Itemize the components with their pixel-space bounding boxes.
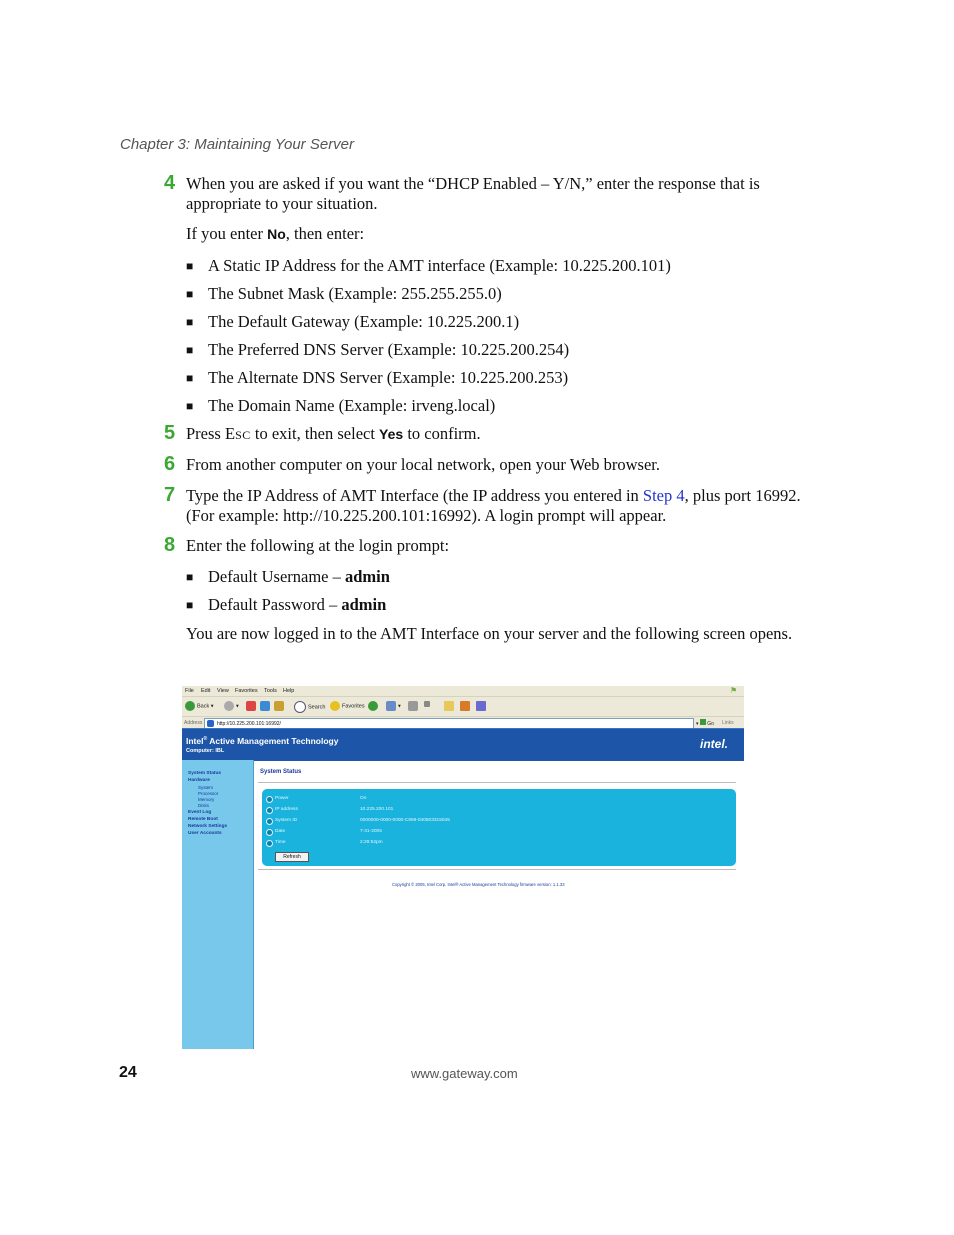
intel-logo: intel. [699, 737, 728, 751]
banner-title-pre: Intel [186, 736, 204, 746]
menu-edit[interactable]: Edit [201, 688, 211, 694]
divider-top [258, 782, 736, 783]
status-label: Date [275, 829, 286, 834]
step-7-pre: Type the IP Address of AMT Interface (the IP address you entered in [186, 486, 643, 505]
edit-icon [424, 701, 430, 707]
forward-button[interactable]: ▾ [224, 701, 239, 713]
edit-button[interactable] [424, 701, 432, 713]
status-label: System ID [275, 818, 298, 823]
nav-hardware-disks[interactable]: Disks [198, 803, 209, 808]
favorites-label: Favorites [342, 703, 365, 710]
status-row-power [266, 795, 726, 804]
browser-menubar [182, 686, 744, 696]
star-icon [330, 701, 340, 711]
bullet-preferred-dns [186, 340, 569, 360]
favorites-button[interactable] [330, 701, 365, 713]
refresh-browser-button[interactable] [260, 701, 272, 713]
amt-banner [182, 728, 744, 761]
bullet-alternate-dns [186, 368, 568, 388]
closing-text: You are now logged in to the AMT Interface on your server and the following screen opens. [186, 624, 793, 643]
no-option: No [267, 226, 286, 242]
status-value: 7-31-2005 [360, 829, 382, 834]
refresh-icon [260, 701, 270, 711]
stop-button[interactable] [246, 701, 258, 713]
bullet-text: The Default Gateway (Example: 10.225.200.1) [208, 312, 520, 331]
nav-hardware-memory[interactable]: Memory [198, 797, 215, 802]
messenger-icon [460, 701, 470, 711]
status-panel [262, 789, 736, 866]
bullet-square-icon: ■ [186, 570, 194, 584]
media-icon [368, 701, 378, 711]
status-dot-icon [266, 818, 273, 825]
status-label: Time [275, 840, 286, 845]
back-button[interactable]: Back ▾ [185, 701, 214, 713]
step-7-number: 7 [164, 484, 176, 506]
media-button[interactable] [368, 701, 380, 713]
step-5-mid: to exit, then select [250, 424, 380, 443]
nav-hardware-system[interactable]: System [198, 785, 214, 790]
step-7-text [186, 486, 806, 525]
copyright-text: Copyright © 2005, Intel Corp. Intel® Active Management Technology firmware version: 1.1.33 [392, 882, 565, 887]
forward-arrow-icon [224, 701, 234, 711]
links-button[interactable]: Links [722, 720, 734, 726]
home-button[interactable] [274, 701, 286, 713]
bullet-text: A Static IP Address for the AMT interface (Example: 10.225.200.101) [208, 256, 671, 275]
bullet-square-icon: ■ [186, 343, 194, 357]
step-5-post: to confirm. [403, 424, 481, 443]
search-label: Search [308, 704, 326, 711]
banner-title [186, 736, 338, 746]
nav-remote-boot[interactable]: Remote Boot [188, 817, 218, 822]
bullet-label: Default Username – [208, 567, 345, 586]
amt-left-nav [182, 760, 254, 1049]
bullet-value: admin [345, 567, 390, 586]
mail-icon [386, 701, 396, 711]
bullet-square-icon: ■ [186, 259, 194, 273]
search-icon [294, 701, 306, 713]
status-value: 10.225.200.101 [360, 807, 394, 812]
bullet-label: Default Password – [208, 595, 342, 614]
discuss-button[interactable] [476, 701, 488, 713]
menu-file[interactable]: File [185, 688, 194, 694]
nav-hardware-processor[interactable]: Processor [198, 791, 219, 796]
menu-help[interactable]: Help [283, 688, 295, 694]
bullet-static-ip [186, 256, 671, 276]
bullet-subnet-mask [186, 284, 502, 304]
step-8-number: 8 [164, 534, 176, 556]
status-row-time [266, 839, 726, 848]
step-7-post: , plus port 16992. (For example: http://10.225.200.101:16992). A login prompt will appear. [186, 486, 801, 525]
step-5-text [186, 424, 806, 446]
step-5-number: 5 [164, 422, 176, 444]
step-4-link[interactable]: Step 4 [642, 486, 685, 505]
bullet-square-icon: ■ [186, 371, 194, 385]
step-5-pre: Press [186, 424, 225, 443]
bullet-text: The Alternate DNS Server (Example: 10.225.200.253) [208, 368, 569, 387]
banner-title-reg: ® [203, 736, 208, 743]
esc-key-first: E [224, 424, 236, 443]
nav-hardware[interactable]: Hardware [188, 778, 210, 783]
status-dot-icon [266, 840, 273, 847]
bullet-square-icon: ■ [186, 287, 194, 301]
folder-button[interactable] [444, 701, 456, 713]
page-icon [207, 720, 214, 727]
status-value: 0000000-0000-0000-C959-040503315045 [360, 818, 450, 823]
folder-icon [444, 701, 454, 711]
yes-option: Yes [379, 426, 404, 442]
step-4-text: When you are asked if you want the “DHCP Enabled – Y/N,” enter the response that is appropriate to your situation. [186, 174, 760, 213]
browser-toolbar [182, 696, 744, 717]
search-button[interactable] [294, 701, 325, 713]
windows-flag-icon: ⚑ [730, 686, 738, 695]
nav-system-status[interactable]: System Status [188, 771, 222, 776]
back-label: Back [197, 703, 210, 710]
status-row-ip [266, 806, 726, 815]
running-head: Chapter 3: Maintaining Your Server [120, 136, 355, 153]
menu-favorites[interactable]: Favorites [235, 688, 258, 694]
back-arrow-icon [185, 701, 195, 711]
bullet-value: admin [341, 595, 387, 614]
status-label: IP address [275, 807, 298, 812]
step-6-number: 6 [164, 453, 176, 475]
go-arrow-icon [700, 719, 706, 725]
nav-user-accounts[interactable]: User Accounts [188, 831, 222, 836]
status-dot-icon [266, 807, 273, 814]
print-icon [408, 701, 418, 711]
esc-key-rest: SC [235, 428, 251, 442]
status-value: 2:29:52pm [360, 840, 383, 845]
bullet-text: The Domain Name (Example: irveng.local) [208, 396, 496, 415]
go-label: Go [707, 721, 714, 727]
page-number: 24 [119, 1064, 137, 1081]
messenger-button[interactable] [460, 701, 472, 713]
sub-pre: If you enter [186, 224, 268, 243]
address-url: http://10.225.200.101:16992/ [217, 720, 281, 727]
status-dot-icon [266, 796, 273, 803]
bullet-square-icon: ■ [186, 598, 194, 612]
menu-tools[interactable]: Tools [264, 688, 277, 694]
bullet-text: The Subnet Mask (Example: 255.255.255.0) [208, 284, 502, 303]
address-label: Address [184, 720, 203, 726]
go-button[interactable]: ▾ Go [696, 721, 714, 727]
content-title: System Status [260, 769, 302, 775]
nav-network-settings[interactable]: Network Settings [188, 824, 228, 829]
footer-url: www.gateway.com [411, 1066, 518, 1081]
bullet-default-gateway [186, 312, 519, 332]
computer-name: Computer: IBL [186, 748, 225, 754]
bullet-square-icon: ■ [186, 399, 194, 413]
refresh-button[interactable]: Refresh [275, 852, 309, 862]
sub-post: , then enter: [285, 224, 365, 243]
bullet-default-password [186, 595, 386, 615]
bullet-domain-name [186, 396, 495, 416]
mail-button[interactable]: ▾ [386, 701, 401, 713]
stop-icon [246, 701, 256, 711]
bullet-square-icon: ■ [186, 315, 194, 329]
status-dot-icon [266, 829, 273, 836]
menu-view[interactable]: View [217, 688, 229, 694]
print-button[interactable] [408, 701, 420, 713]
status-label: Power [275, 796, 289, 801]
amt-screenshot [182, 686, 744, 1049]
step-4-subtext [186, 224, 806, 245]
divider-bottom [258, 869, 736, 870]
home-icon [274, 701, 284, 711]
bullet-text: The Preferred DNS Server (Example: 10.225.200.254) [208, 340, 570, 359]
banner-title-post: Active Management Technology [207, 736, 339, 746]
step-6-text: From another computer on your local network, open your Web browser. [186, 455, 661, 474]
status-row-date [266, 828, 726, 837]
bullet-default-username [186, 567, 390, 587]
nav-event-log[interactable]: Event Log [188, 810, 212, 815]
step-4-number: 4 [164, 172, 176, 194]
status-row-system-id [266, 817, 726, 826]
status-value: On [360, 796, 367, 801]
step-8-text: Enter the following at the login prompt: [186, 536, 450, 555]
discuss-icon [476, 701, 486, 711]
